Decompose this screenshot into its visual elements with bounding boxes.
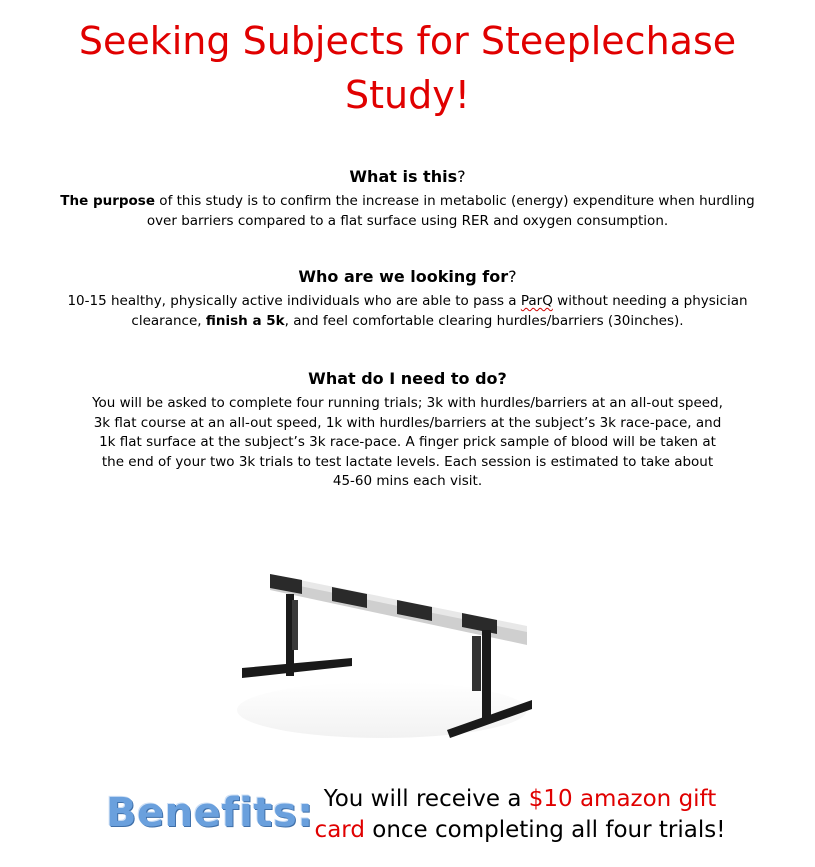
section-what-is-this (60, 166, 755, 231)
purpose-bold: The purpose (60, 193, 156, 209)
heading-text: Who are we looking for (298, 267, 509, 286)
gift-card-word: card (314, 817, 365, 843)
benefits-part-1: You will receive a (323, 786, 529, 812)
benefits-part-2: once completing all four trials! (364, 817, 726, 843)
who-text-2: without needing a physician clearance, (131, 293, 748, 329)
section-body: You will be asked to complete four running trials; 3k with hurdles/barriers at an all-out speed, 3k flat course at an all-out speed, 1k with hurdles/barriers at the subject’s 3k race-pace, and 1k flat surface at the subject’s 3k race-pace. A finger prick sample of blood will be taken at the end of your two 3k trials to test lactate levels. Each session is estimated to take about 45-60 mins each visit. (92, 395, 723, 489)
parq-word: ParQ (520, 293, 553, 309)
who-bold: finish a 5k (205, 312, 285, 329)
who-text-3: , and feel comfortable clearing hurdles/barriers (30inches). (284, 312, 684, 329)
who-text-1: 10-15 healthy, physically active individuals who are able to pass a (67, 293, 521, 309)
heading-text: What is this (349, 167, 458, 186)
title-line-1: Seeking Subjects for Steeplechase (78, 19, 737, 63)
heading-punct: ? (457, 167, 466, 186)
section-body (60, 192, 755, 231)
section-heading (60, 266, 755, 288)
gift-card-amount: $10 amazon gift (528, 786, 717, 812)
section-who (60, 266, 755, 331)
benefits-text (300, 784, 740, 846)
purpose-text: of this study is to confirm the increase in metabolic (energy) expenditure when hurdling over barriers compared to a flat surface using RER and oxygen consumption. (146, 193, 755, 229)
benefits-label: Benefits: (106, 790, 314, 836)
hurdle-image (232, 560, 532, 740)
section-body (60, 292, 755, 331)
page-title (0, 14, 815, 122)
title-line-2: Study! (345, 73, 470, 117)
section-todo (90, 368, 725, 492)
section-heading (60, 166, 755, 188)
section-heading: What do I need to do? (308, 369, 507, 388)
heading-punct: ? (508, 267, 517, 286)
